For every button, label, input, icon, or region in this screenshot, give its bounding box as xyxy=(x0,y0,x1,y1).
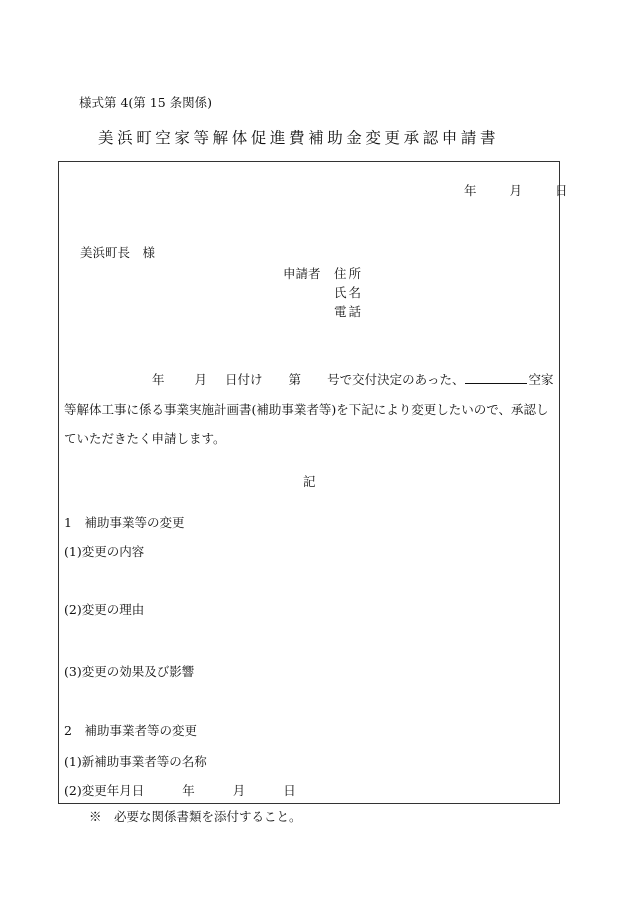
body-day: 日付け xyxy=(225,372,263,387)
applicant-label: 申請者 xyxy=(283,266,321,281)
section-1-item-2: (2)変更の理由 xyxy=(64,602,145,617)
body-month: 月 xyxy=(194,372,208,387)
document-title: 美浜町空家等解体促進費補助金変更承認申請書 xyxy=(98,129,500,147)
form-number-label: 様式第 4(第 15 条関係) xyxy=(79,95,213,110)
body-end: 空家 xyxy=(528,372,554,387)
section-2-item-1: (1)新補助事業者等の名称 xyxy=(64,754,207,769)
phone-label: 電話 xyxy=(334,304,364,319)
date-month: 月 xyxy=(509,183,523,198)
date-day: 日 xyxy=(555,183,568,198)
body-year: 年 xyxy=(152,372,165,387)
addressee: 美浜町長 様 xyxy=(80,245,156,260)
body-line-1 xyxy=(64,371,558,388)
body-line-3: ていただきたく申請します。 xyxy=(64,431,226,446)
body-line-2: 等解体工事に係る事業実施計画書(補助事業者等)を下記により変更したいので、承認し xyxy=(64,402,549,417)
section-2-title: 2 補助事業者等の変更 xyxy=(64,723,197,738)
section-1-title: 1 補助事業等の変更 xyxy=(64,515,185,530)
address-label: 住所 xyxy=(334,266,364,281)
section-1-item-1: (1)変更の内容 xyxy=(64,544,145,559)
change-date-year: 年 xyxy=(182,783,195,798)
change-date-label: (2)変更年月日 xyxy=(64,783,145,798)
section-1-item-3: (3)変更の効果及び影響 xyxy=(64,664,195,679)
body-mid: 号で交付決定のあった、 xyxy=(327,372,465,387)
date-year: 年 xyxy=(464,183,477,198)
date-line xyxy=(464,183,568,199)
change-date-month: 月 xyxy=(232,783,246,798)
name-label: 氏名 xyxy=(334,285,364,300)
change-date-day: 日 xyxy=(283,783,296,798)
body-number: 第 xyxy=(288,372,302,387)
section-2-item-2 xyxy=(64,783,296,799)
footnote: ※ 必要な関係書類を添付すること。 xyxy=(89,809,302,824)
project-name-blank[interactable] xyxy=(465,371,527,384)
ki-heading: 記 xyxy=(303,474,316,489)
